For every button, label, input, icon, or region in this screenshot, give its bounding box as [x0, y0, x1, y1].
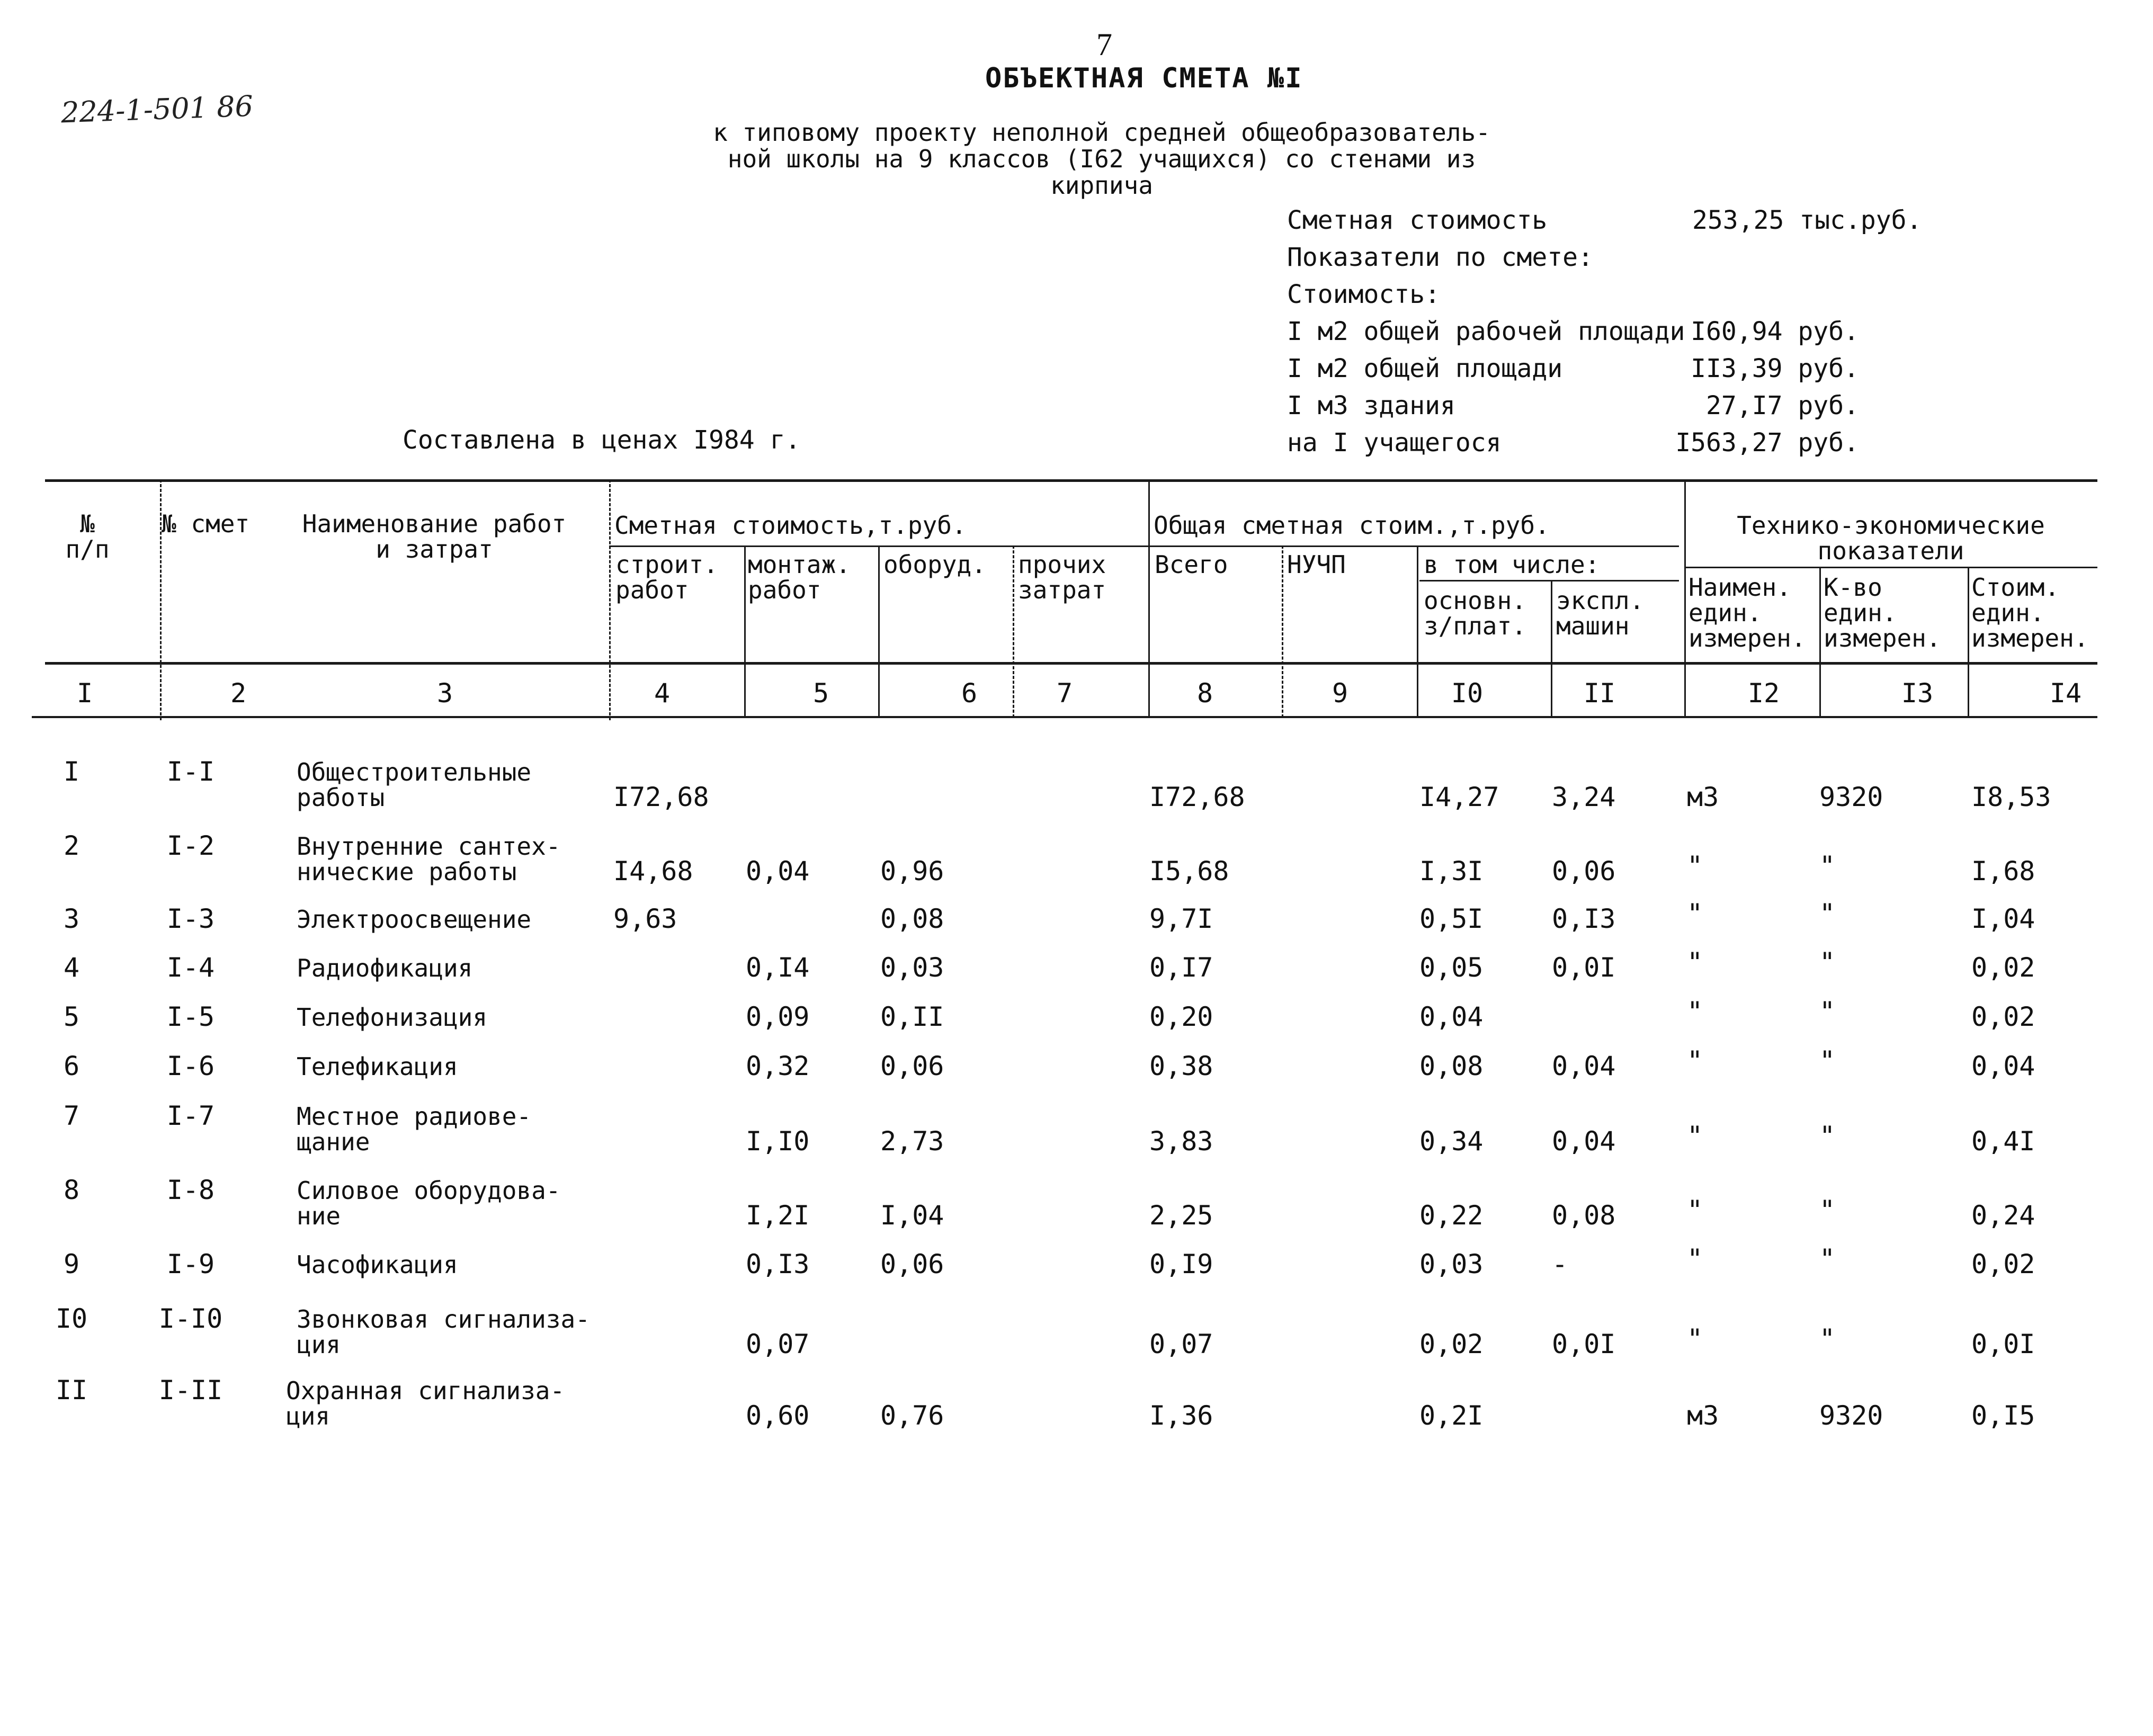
header-name [286, 511, 583, 562]
cell-name [286, 1378, 565, 1429]
column-number: 5 [812, 678, 829, 709]
header-total: Всего [1155, 550, 1228, 579]
cell-name [297, 759, 531, 810]
cell-unit-cost: 0,02 [1971, 952, 2035, 983]
cell-equipment: 0,II [880, 1001, 944, 1032]
estimated-cost-label: Сметная стоимость [1287, 205, 1548, 235]
prices-note: Составлена в ценах I984 г. [403, 425, 801, 455]
cell-equipment: 0,08 [880, 903, 944, 934]
cell-qty: " [1819, 1045, 1836, 1076]
cell-equipment: 0,76 [880, 1400, 944, 1431]
estimated-cost-value: 253,25 тыс.руб. [1692, 205, 1922, 235]
col-divider [1417, 545, 1418, 718]
cell-construction: I4,68 [613, 856, 693, 887]
header-nuchp: НУЧП [1287, 550, 1346, 579]
cell-num: 5 [63, 1001, 80, 1032]
header-unit-qty [1824, 575, 1941, 651]
cell-total: 0,20 [1149, 1001, 1213, 1032]
column-number: 6 [961, 678, 978, 709]
column-number: 7 [1056, 678, 1073, 709]
column-number: 4 [654, 678, 671, 709]
subtitle-line: к типовому проекту неполной средней общеобразователь- [713, 118, 1490, 147]
header-line: Наимен. [1689, 573, 1791, 602]
cell-unit: " [1687, 1323, 1703, 1354]
indicator-label: I м3 здания [1287, 391, 1455, 420]
cell-name-line: ние [297, 1202, 341, 1230]
cell-total: I72,68 [1149, 782, 1245, 812]
cell-name-line: щание [297, 1127, 370, 1156]
cell-machines: 0,0I [1552, 952, 1616, 983]
cell-installation: 0,I3 [746, 1249, 810, 1279]
column-number: 8 [1196, 678, 1213, 709]
header-equipment: оборуд. [883, 550, 986, 579]
cell-name-line: Часофикация [297, 1250, 458, 1279]
cell-construction: I72,68 [613, 782, 709, 812]
cell-code: I-I0 [158, 1303, 223, 1334]
cell-name-line: ция [297, 1330, 341, 1359]
cell-machines: 0,04 [1552, 1051, 1616, 1081]
cell-qty: 9320 [1819, 782, 1883, 812]
header-line: экспл. [1556, 586, 1645, 615]
cell-qty: " [1819, 851, 1836, 881]
column-number: I2 [1747, 678, 1780, 709]
header-line: прочих [1018, 550, 1106, 579]
header-num-line: п/п [65, 535, 110, 563]
cell-machines: 0,04 [1552, 1126, 1616, 1157]
cell-code: I-3 [166, 903, 215, 934]
column-number: 2 [230, 678, 247, 709]
cell-code: I-5 [166, 1001, 215, 1032]
table-top-rule [45, 479, 2097, 482]
handwritten-code: 224-1-501 86 [60, 89, 254, 130]
cell-machines: 0,06 [1552, 856, 1616, 887]
cell-name-line: Электроосвещение [297, 905, 532, 934]
header-line: машин [1556, 612, 1630, 640]
cell-name-line: ция [286, 1402, 330, 1430]
cell-code: I-II [158, 1375, 223, 1406]
cell-wages: 0,05 [1419, 952, 1484, 983]
cell-name [297, 834, 561, 884]
header-unit-name [1689, 575, 1806, 651]
cell-name-line: работы [297, 783, 385, 812]
header-name-line: и затрат [376, 535, 493, 563]
header-line: затрат [1018, 576, 1106, 604]
cell-name-line: Телефонизация [297, 1003, 488, 1032]
cell-wages: 0,5I [1419, 903, 1484, 934]
header-including: в том числе: [1424, 550, 1600, 579]
cell-qty: " [1819, 996, 1836, 1027]
header-line: основн. [1424, 586, 1526, 615]
indicator-label: на I учащегося [1287, 428, 1502, 458]
cell-equipment: I,04 [880, 1200, 944, 1231]
header-line: един. [1689, 598, 1762, 627]
cell-qty: " [1819, 1323, 1836, 1354]
cell-machines: - [1552, 1249, 1568, 1279]
column-number: I [76, 678, 93, 709]
header-total-group: Общая сметная стоим.,т.руб. [1154, 511, 1550, 540]
cell-unit-cost: I8,53 [1971, 782, 2051, 812]
cell-unit-cost: 0,I5 [1971, 1400, 2035, 1431]
cell-installation: 0,09 [746, 1001, 810, 1032]
cell-num: 2 [63, 830, 80, 861]
cell-num: 3 [63, 903, 80, 934]
header-estimated-cost: Сметная стоимость,т.руб. [614, 511, 967, 540]
cell-total: 3,83 [1149, 1126, 1213, 1157]
cell-name-line: Внутренние сантех- [297, 832, 561, 861]
cell-wages: I,3I [1419, 856, 1484, 887]
cell-unit: м3 [1687, 1400, 1719, 1431]
cell-name [297, 1252, 458, 1277]
cell-equipment: 0,03 [880, 952, 944, 983]
indicators-label: Показатели по смете: [1287, 243, 1593, 272]
cell-unit: " [1687, 898, 1703, 929]
cell-equipment: 2,73 [880, 1126, 944, 1157]
column-numbers-rule [32, 716, 2097, 718]
cell-code: I-8 [166, 1175, 215, 1205]
cell-unit: " [1687, 851, 1703, 881]
cell-construction: 9,63 [613, 903, 677, 934]
column-number: 3 [436, 678, 453, 709]
page-number: 7 [1096, 27, 1112, 62]
cell-machines: 3,24 [1552, 782, 1616, 812]
header-line: измерен. [1971, 624, 2089, 652]
cell-installation: 0,32 [746, 1051, 810, 1081]
group-rule-including [1419, 580, 1679, 581]
header-line: К-во [1824, 573, 1882, 602]
cell-name [297, 1054, 458, 1079]
cell-total: 9,7I [1149, 903, 1213, 934]
cell-unit-cost: I,68 [1971, 856, 2035, 887]
cell-num: II [55, 1375, 88, 1406]
header-line: з/плат. [1424, 612, 1526, 640]
cell-installation: 0,I4 [746, 952, 810, 983]
header-unit-cost [1971, 575, 2089, 651]
header-line: работ [748, 576, 821, 604]
cell-unit-cost: 0,4I [1971, 1126, 2035, 1157]
cell-code: I-7 [166, 1100, 215, 1131]
header-line: Технико-экономические [1737, 511, 2045, 540]
cell-equipment: 0,06 [880, 1249, 944, 1279]
group-rule-total [1149, 545, 1679, 547]
cell-wages: 0,08 [1419, 1051, 1484, 1081]
header-installation [748, 552, 851, 603]
cell-machines: 0,I3 [1552, 903, 1616, 934]
indicator-label: I м2 общей рабочей площади [1287, 317, 1685, 346]
cell-unit: " [1687, 1243, 1703, 1274]
cell-installation: 0,07 [746, 1329, 810, 1359]
header-line: строит. [615, 550, 718, 579]
header-bottom-rule [45, 662, 2097, 665]
header-wages [1424, 588, 1526, 639]
cell-name-line: Местное радиове- [297, 1102, 532, 1131]
cell-total: 0,07 [1149, 1329, 1213, 1359]
cell-unit-cost: 0,04 [1971, 1051, 2035, 1081]
cell-num: 7 [63, 1100, 80, 1131]
cell-installation: I,2I [746, 1200, 810, 1231]
cell-name-line: нические работы [297, 857, 517, 886]
cell-unit: м3 [1687, 782, 1719, 812]
cell-unit-cost: 0,02 [1971, 1249, 2035, 1279]
subtitle-line: ной школы на 9 классов (I62 учащихся) со стенами из [727, 145, 1476, 173]
header-line: работ [615, 576, 689, 604]
cell-wages: 0,03 [1419, 1249, 1484, 1279]
cell-installation: 0,04 [746, 856, 810, 887]
col-divider [1551, 580, 1552, 718]
cell-total: 2,25 [1149, 1200, 1213, 1231]
header-line: един. [1824, 598, 1897, 627]
cell-unit: " [1687, 947, 1703, 978]
cell-unit: " [1687, 1045, 1703, 1076]
cell-num: 9 [63, 1249, 80, 1279]
col-divider [744, 545, 746, 718]
cell-qty: " [1819, 1195, 1836, 1225]
header-line: измерен. [1824, 624, 1941, 652]
indicator-value: 27,I7 руб. [1706, 391, 1859, 420]
cell-code: I-9 [166, 1249, 215, 1279]
header-num-line: № [80, 509, 95, 538]
header-other [1018, 552, 1106, 603]
cell-total: 0,38 [1149, 1051, 1213, 1081]
indicator-value: I60,94 руб. [1691, 317, 1859, 346]
cell-unit-cost: 0,0I [1971, 1329, 2035, 1359]
cell-installation: I,I0 [746, 1126, 810, 1157]
cell-name-line: Силовое оборудова- [297, 1176, 561, 1205]
cell-name [297, 1005, 487, 1030]
column-number: I0 [1451, 678, 1484, 709]
subtitle-line: кирпича [1050, 171, 1153, 200]
cell-name-line: Общестроительные [297, 758, 532, 786]
group-rule-tech [1684, 567, 2097, 568]
cell-name-line: Звонковая сигнализа- [297, 1305, 590, 1334]
cell-code: I-6 [166, 1051, 215, 1081]
column-number: I3 [1901, 678, 1934, 709]
indicator-value: II3,39 руб. [1691, 354, 1859, 383]
cell-qty: " [1819, 898, 1836, 929]
cell-wages: I4,27 [1419, 782, 1499, 812]
header-name-line: Наименование работ [302, 509, 567, 538]
cell-num: 6 [63, 1051, 80, 1081]
cell-wages: 0,04 [1419, 1001, 1484, 1032]
cell-unit-cost: I,04 [1971, 903, 2035, 934]
cell-wages: 0,22 [1419, 1200, 1484, 1231]
cell-wages: 0,2I [1419, 1400, 1484, 1431]
cell-name [297, 1104, 531, 1155]
cell-installation: 0,60 [746, 1400, 810, 1431]
header-tech-econ [1687, 513, 2095, 563]
cell-name [297, 1307, 590, 1357]
header-num [58, 511, 117, 562]
cell-total: I,36 [1149, 1400, 1213, 1431]
cell-wages: 0,34 [1419, 1126, 1484, 1157]
cell-name [297, 1178, 561, 1229]
header-line: измерен. [1689, 624, 1806, 652]
cell-total: 0,I7 [1149, 952, 1213, 983]
column-number: II [1583, 678, 1616, 709]
cell-total: I5,68 [1149, 856, 1229, 887]
cell-num: 8 [63, 1175, 80, 1205]
col-divider [878, 545, 880, 718]
header-estimate-no: № смет [162, 509, 250, 538]
cell-equipment: 0,06 [880, 1051, 944, 1081]
cell-num: 4 [63, 952, 80, 983]
col-divider [609, 479, 611, 720]
header-line: един. [1971, 598, 2045, 627]
cell-name-line: Телефикация [297, 1052, 458, 1081]
cell-qty: 9320 [1819, 1400, 1883, 1431]
cell-machines: 0,0I [1552, 1329, 1616, 1359]
cell-name-line: Охранная сигнализа- [286, 1376, 565, 1405]
cost-label: Стоимость: [1287, 280, 1440, 309]
cell-unit: " [1687, 996, 1703, 1027]
col-divider [1968, 567, 1969, 718]
col-divider [1684, 479, 1686, 718]
header-machines [1556, 588, 1644, 639]
cell-num: I0 [55, 1303, 88, 1334]
header-line: показатели [1817, 536, 1964, 565]
header-line: Стоим. [1971, 573, 2060, 602]
header-construction [615, 552, 718, 603]
cell-qty: " [1819, 947, 1836, 978]
cell-num: I [63, 756, 80, 787]
col-divider [1282, 545, 1283, 718]
document-title: ОБЪЕКТНАЯ СМЕТА №I [985, 62, 1303, 94]
cell-total: 0,I9 [1149, 1249, 1213, 1279]
indicator-label: I м2 общей площади [1287, 354, 1563, 383]
column-number: 9 [1332, 678, 1348, 709]
cell-wages: 0,02 [1419, 1329, 1484, 1359]
cell-code: I-I [166, 756, 215, 787]
cell-name [297, 907, 531, 932]
header-line: монтаж. [748, 550, 851, 579]
cell-code: I-4 [166, 952, 215, 983]
cell-code: I-2 [166, 830, 215, 861]
col-divider [1819, 567, 1821, 718]
document-subtitle [689, 119, 1515, 199]
cell-machines: 0,08 [1552, 1200, 1616, 1231]
col-divider [1013, 545, 1014, 718]
column-number: I4 [2049, 678, 2082, 709]
cell-unit-cost: 0,02 [1971, 1001, 2035, 1032]
indicator-value: I563,27 руб. [1675, 428, 1859, 458]
cell-qty: " [1819, 1121, 1836, 1151]
cell-unit-cost: 0,24 [1971, 1200, 2035, 1231]
cell-name [297, 955, 472, 981]
cell-unit: " [1687, 1195, 1703, 1225]
cell-qty: " [1819, 1243, 1836, 1274]
cell-name-line: Радиофикация [297, 954, 473, 982]
cell-equipment: 0,96 [880, 856, 944, 887]
cell-unit: " [1687, 1121, 1703, 1151]
col-divider [1148, 479, 1150, 718]
